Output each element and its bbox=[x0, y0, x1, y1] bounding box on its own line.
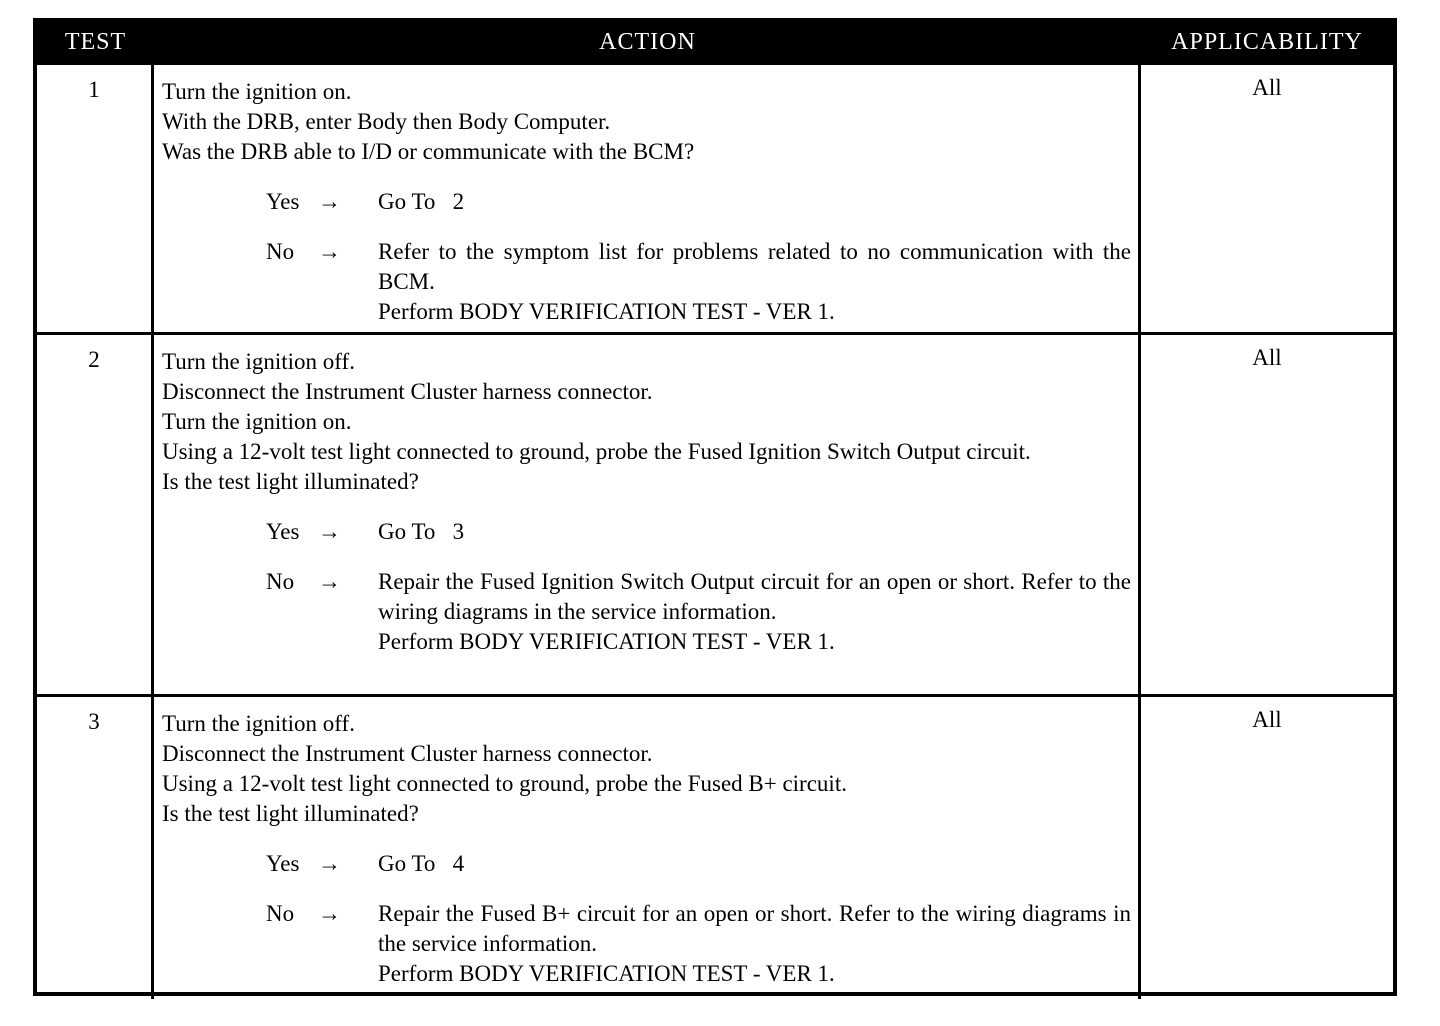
yes-outcome bbox=[266, 517, 1131, 547]
perform-text: Perform BODY VERIFICATION TEST - VER 1. bbox=[378, 299, 835, 324]
table-row bbox=[37, 694, 1393, 999]
no-result-block bbox=[378, 567, 1131, 657]
header-action: ACTION bbox=[599, 28, 696, 55]
yes-outcome bbox=[266, 187, 1131, 217]
no-label: No bbox=[266, 569, 295, 594]
no-outcome bbox=[266, 567, 1131, 657]
yes-label: Yes bbox=[266, 519, 300, 544]
table-row bbox=[37, 332, 1393, 694]
test-number: 2 bbox=[37, 335, 154, 694]
table-header bbox=[37, 22, 1393, 62]
no-label: No bbox=[266, 239, 295, 264]
step-text: Turn the ignition off. bbox=[162, 349, 355, 374]
arrow-icon: → bbox=[318, 569, 341, 594]
step-text: Using a 12-volt test light connected to ground, probe the Fused B+ circuit. bbox=[162, 771, 847, 796]
test-number: 1 bbox=[37, 65, 154, 332]
step-text: Turn the ignition on. bbox=[162, 79, 352, 104]
action-cell bbox=[154, 697, 1141, 999]
applicability-cell: All bbox=[1252, 75, 1282, 100]
arrow-icon: → bbox=[318, 901, 341, 926]
yes-label: Yes bbox=[266, 189, 300, 214]
no-result: Repair the Fused Ignition Switch Output circuit for an open or short. Refer to the wiring diagrams in the service information. bbox=[378, 569, 1131, 624]
no-result: Refer to the symptom list for problems related to no communication with the BCM. bbox=[378, 239, 1131, 294]
arrow-icon: → bbox=[318, 519, 341, 544]
no-result-block bbox=[378, 237, 1131, 327]
perform-text: Perform BODY VERIFICATION TEST - VER 1. bbox=[378, 629, 835, 654]
header-applicability: APPLICABILITY bbox=[1171, 28, 1363, 55]
step-text: Turn the ignition off. bbox=[162, 711, 355, 736]
step-text: Turn the ignition on. bbox=[162, 409, 352, 434]
no-result-block bbox=[378, 899, 1131, 989]
step-text: Disconnect the Instrument Cluster harness connector. bbox=[162, 741, 653, 766]
no-result: Repair the Fused B+ circuit for an open or short. Refer to the wiring diagrams in the service information. bbox=[378, 901, 1131, 956]
no-outcome bbox=[266, 899, 1131, 989]
yes-result: Go To 3 bbox=[378, 519, 465, 544]
step-text: Was the DRB able to I/D or communicate with the BCM? bbox=[162, 139, 695, 164]
no-outcome bbox=[266, 237, 1131, 327]
step-text: Is the test light illuminated? bbox=[162, 469, 419, 494]
no-label: No bbox=[266, 901, 295, 926]
yes-label: Yes bbox=[266, 851, 300, 876]
perform-text: Perform BODY VERIFICATION TEST - VER 1. bbox=[378, 961, 835, 986]
test-number: 3 bbox=[37, 697, 154, 999]
step-text: With the DRB, enter Body then Body Computer. bbox=[162, 109, 611, 134]
action-cell bbox=[154, 65, 1141, 332]
applicability-cell: All bbox=[1252, 707, 1282, 732]
step-text: Is the test light illuminated? bbox=[162, 801, 419, 826]
yes-result: Go To 2 bbox=[378, 189, 465, 214]
header-test: TEST bbox=[64, 28, 127, 55]
applicability-cell: All bbox=[1252, 345, 1282, 370]
step-text: Using a 12-volt test light connected to ground, probe the Fused Ignition Switch Output circuit. bbox=[162, 439, 1031, 464]
action-cell bbox=[154, 335, 1141, 694]
arrow-icon: → bbox=[318, 851, 341, 876]
diagnostic-table bbox=[33, 18, 1397, 996]
arrow-icon: → bbox=[318, 189, 341, 214]
step-text: Disconnect the Instrument Cluster harness connector. bbox=[162, 379, 653, 404]
yes-outcome bbox=[266, 849, 1131, 879]
yes-result: Go To 4 bbox=[378, 851, 465, 876]
arrow-icon: → bbox=[318, 239, 341, 264]
table-row bbox=[37, 62, 1393, 332]
